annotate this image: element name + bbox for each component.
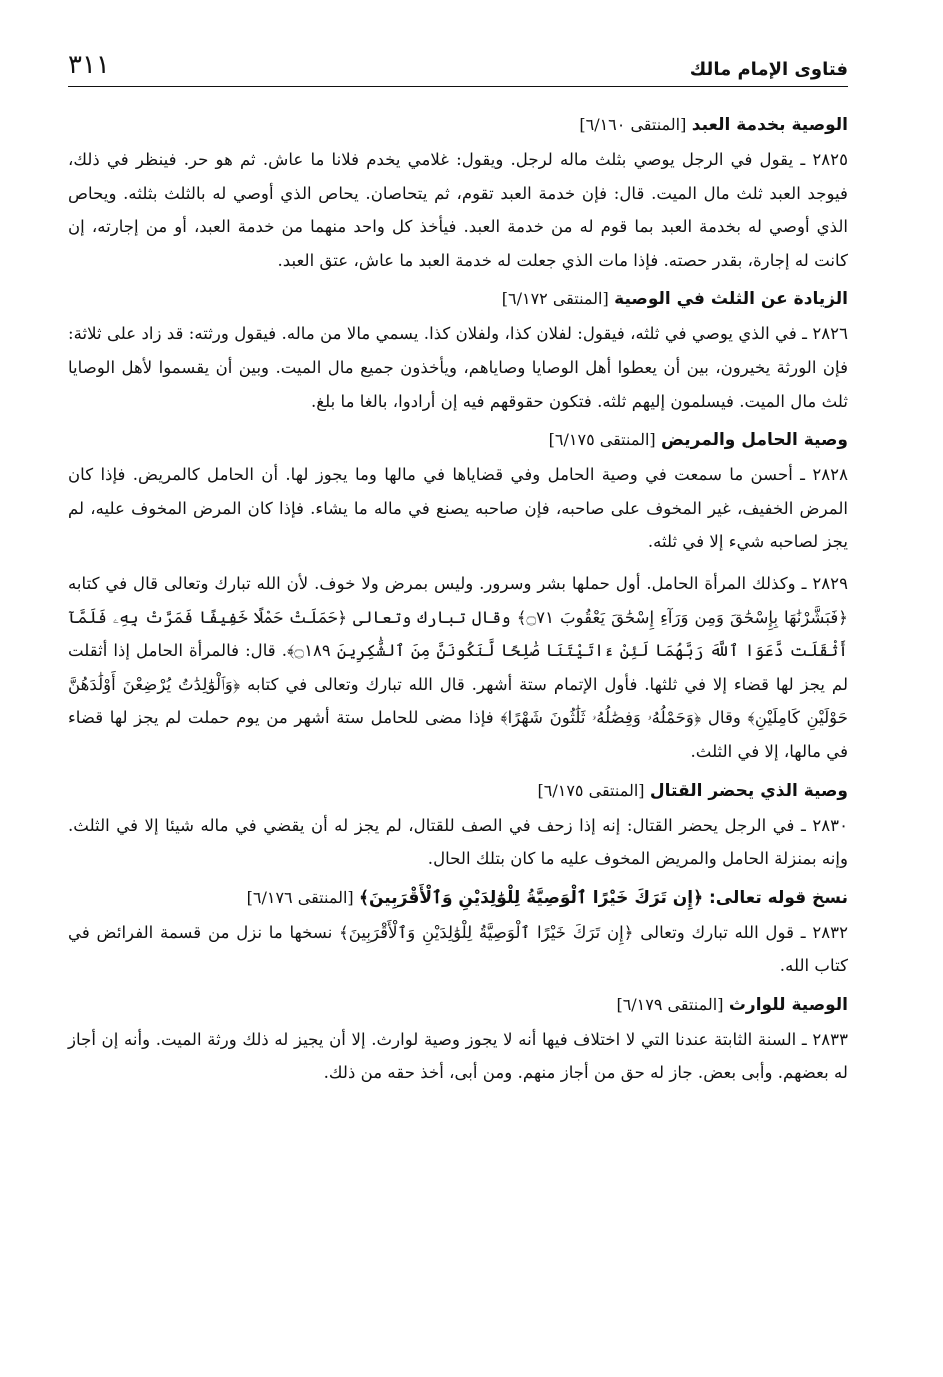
section-pregnant-sick (68, 428, 848, 768)
fatwa-paragraph: ٢٨٢٥ ـ يقول في الرجل يوصي بثلث ماله لرجل. ويقول: غلامي يخدم فلانا ما عاش. ثم هو حر. فينظر في ذلك، فيوجد العبد ثلث مال الميت. قال: فإن خدمة العبد تقوم، ثم يتحاصان. يحاص الذي أوصي له بالثلث بثلثه. ويحاص الذي أوصي له بخدمة العبد بما قوم له من خدمة العبد. فيأخذ كل واحد منهما من خدمة العبد، أو من إجارته، إن كانت له إجارة، بقدر حصته. فإذا مات الذي جعلت له خدمة العبد ما عاش، عتق العبد. (68, 150, 848, 270)
fatwa-paragraph: ٢٨٣٣ ـ السنة الثابتة عندنا التي لا اختلاف فيها أنه لا يجوز وصية لوارث. إلا أن يجيز له ذلك ورثة الميت. وأنه إن أجاز له بعضهم. وأبى بعض. جاز له حق من أجاز منهم. ومن أبى، أخذ حقه من ذلك. (68, 1029, 848, 1083)
section-title: الوصية بخدمة العبد (691, 115, 848, 135)
section-heading (68, 287, 848, 311)
fatwa-paragraph: ٢٨٢٦ ـ في الذي يوصي في ثلثه، فيقول: لفلان كذا، ولفلان كذا. يسمي مالا من ماله. فيقول ورثته: قد زاد على ثلاثة: فإن الورثة يخيرون، بين أن يعطوا أهل الوصايا وصاياهم، ويأخذون جميع مال الميت. وبين أن يقسموا لأهل الوصايا ثلث مال الميت. فيسلمون إليهم ثلثه. فتكون حقوقهم فيه إن أرادوا، بالغا ما بلغ. (68, 324, 848, 411)
section-heading (68, 886, 848, 910)
section-exceeding-third (68, 287, 848, 418)
fatwa-paragraph: ٢٨٢٩ ـ وكذلك المرأة الحامل. أول حملها بشر وسرور. وليس بمرض ولا خوف. لأن الله تبارك وتعالى قال في كتابه ﴿فَبَشَّرْنَٰهَا بِإِسْحَٰقَ وَمِن وَرَآءِ إِسْحَٰقَ يَعْقُوبَ ۝٧١﴾ وقال تبارك وتعالى ﴿حَمَلَتْ حَمْلًا خَفِيفًا فَمَرَّتْ بِهِۦ فَلَمَّآ أَثْقَلَت دَّعَوَا ٱللَّهَ رَبَّهُمَا لَئِنْ ءَاتَيْتَنَا صَٰلِحًا لَّنَكُونَنَّ مِنَ ٱلشَّٰكِرِينَ ۝١٨٩﴾. قال: فالمرأة الحامل إذا أثقلت لم يجز لها قضاء إلا في ثلثها. فأول الإتمام ستة أشهر. قال الله تبارك وتعالى في كتابه ﴿وَٱلْوَٰلِدَٰتُ يُرْضِعْنَ أَوْلَٰدَهُنَّ حَوْلَيْنِ كَامِلَيْنِ﴾ وقال ﴿وَحَمْلُهُۥ وَفِصَٰلُهُۥ ثَلَٰثُونَ شَهْرًا﴾ فإذا مضى للحامل ستة أشهر من يوم حملت لم يجز لها قضاء في مالها، إلا في الثلث. (68, 573, 849, 761)
fatwa-paragraph: ٢٨٣٠ ـ في الرجل يحضر القتال: إنه إذا زحف في الصف للقتال، لم يجز له أن يقضي في ماله شيئا إلا في الثلث. وإنه بمنزلة الحامل والمريض المخوف عليه ما كان بتلك الحال. (68, 815, 848, 869)
running-header (68, 50, 848, 87)
section-heading (68, 779, 848, 803)
section-heading (68, 428, 848, 452)
section-title: نسخ قوله تعالى: ﴿إِن تَرَكَ خَيْرًا ٱلْوَصِيَّةُ لِلْوَٰلِدَيْنِ وَٱلْأَقْرَبِينَ﴾ (359, 887, 848, 908)
section-heading (68, 113, 848, 137)
section-servant-service (68, 113, 848, 277)
book-title: فتاوى الإمام مالك (689, 59, 848, 80)
section-title: وصية الحامل والمريض (661, 430, 848, 451)
section-title: الزيادة عن الثلث في الوصية (614, 289, 848, 310)
section-reference: [المنتقى ٦/١٧٦] (246, 887, 354, 907)
fatwa-paragraph: ٢٨٣٢ ـ قول الله تبارك وتعالى ﴿إِن تَرَكَ خَيْرًا ٱلْوَصِيَّةُ لِلْوَٰلِدَيْنِ وَٱلْأَقْرَبِينَ﴾ نسخها ما نزل من قسمة الفرائض في كتاب الله. (68, 922, 848, 976)
section-reference: [المنتقى ٦/١٦٠] (579, 115, 687, 134)
section-abrogation (68, 886, 848, 983)
section-reference: [المنتقى ٦/١٧٢] (501, 289, 609, 309)
section-title: وصية الذي يحضر القتال (649, 780, 848, 801)
section-reference: [المنتقى ٦/١٧٥] (548, 430, 656, 450)
section-reference: [المنتقى ٦/١٧٥] (537, 780, 645, 800)
page-number: ٣١١ (68, 50, 110, 80)
section-heir-bequest (68, 993, 848, 1090)
fatwa-paragraph: ٢٨٢٨ ـ أحسن ما سمعت في وصية الحامل وفي قضاياها في مالها وما يجوز لها. أن الحامل كالمريض. فإذا كان المرض الخفيف، غير المخوف على صاحبه، فإن صاحبه يصنع في ماله ما يشاء. فإذا كان المرض المخوف عليه، لم يجز لصاحبه شيء إلا في ثلثه. (68, 465, 848, 552)
book-page (68, 50, 848, 1100)
section-heading (68, 993, 848, 1017)
section-reference: [المنتقى ٦/١٧٩] (616, 994, 724, 1014)
section-battle (68, 779, 848, 876)
section-title: الوصية للوارث (728, 994, 848, 1015)
